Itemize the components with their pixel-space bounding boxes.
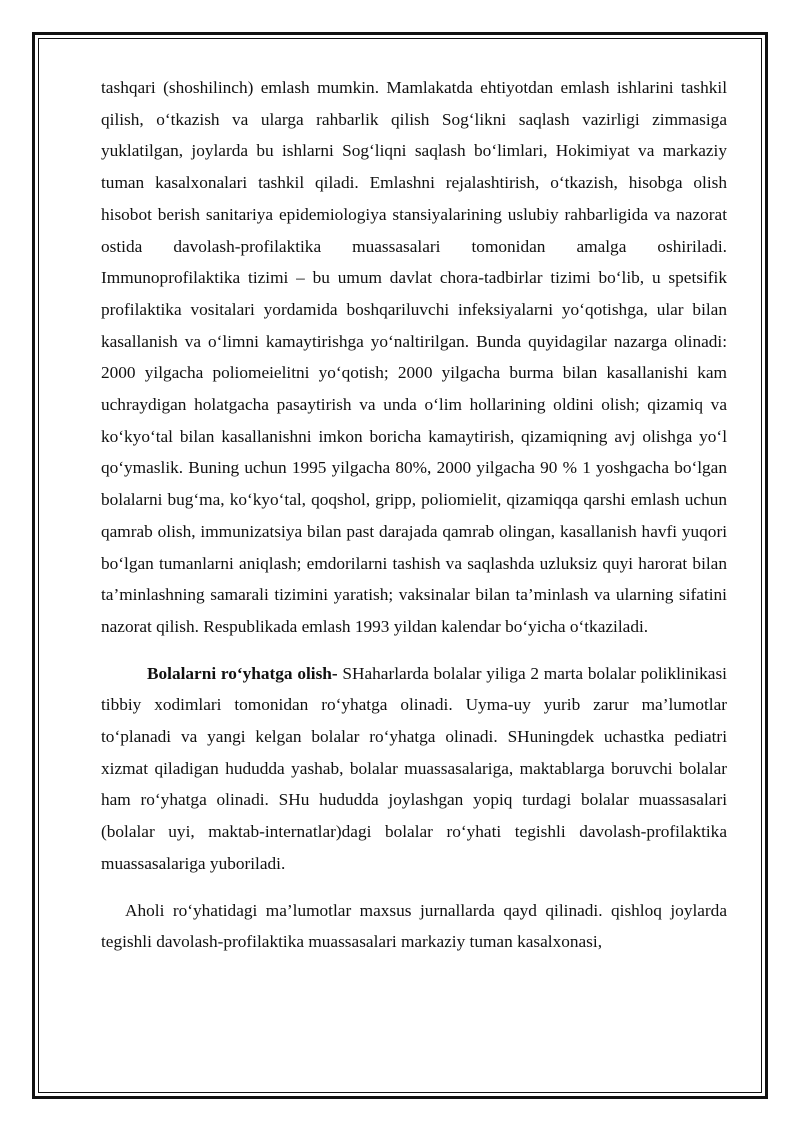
document-body: [101, 72, 727, 958]
paragraph-bolalarni-royhatga-olish: [101, 658, 727, 880]
section-heading: Bolalarni ro‘yhatga olish-: [147, 663, 338, 683]
paragraph-body: SHaharlarda bolalar yiliga 2 marta bolalar poliklinikasi tibbiy xodimlari tomonidan ro‘yhatga olinadi. Uyma-uy yurib zarur ma’lumotlar to‘planadi va yangi kelgan bolalar ro‘yhatga olinadi. SHuningdek uchastka pediatri xizmat qiladigan hududda yashab, bolalar muassasalariga, maktablarga boruvchi bolalar ham ro‘yhatga olinadi. SHu hududda joylashgan yopiq turdagi bolalar muassasalari (bolalar uyi, maktab-internatlar)dagi bolalar ro‘yhati tegishli davolash-profilaktika muassasalariga yuboriladi.: [101, 663, 727, 873]
paragraph-emlash: tashqari (shoshilinch) emlash mumkin. Mamlakatda ehtiyotdan emlash ishlarini tashkil qilish, o‘tkazish va ularga rahbarlik qilish Sog‘likni saqlash vazirligi zimmasiga yuklatilgan, joylarda bu ishlarni Sog‘liqni saqlash bo‘limlari, Hokimiyat va markaziy tuman kasalxonalari tashkil qiladi. Emlashni rejalashtirish, o‘tkazish, hisobga olish hisobot berish sanitariya epidemiologiya stansiyalarining uslubiy rahbarligida va nazorat ostida davolash-profilaktika muassasalari tomonidan amalga oshiriladi. Immunoprofilaktika tizimi – bu umum davlat chora-tadbirlar tizimi bo‘lib, u spetsifik profilaktika vositalari yordamida boshqariluvchi infeksiyalarni yo‘qotishga, ular bilan kasallanish va o‘limni kamaytirishga yo‘naltirilgan. Bunda quyidagilar nazarga olinadi: 2000 yilgacha poliomeielitni yo‘qotish; 2000 yilgacha burma bilan kasallanishi kam uchraydigan holatgacha pasaytirish va unda o‘lim hollarining oldini olish; qizamiq va ko‘kyo‘tal bilan kasallanishni imkon boricha kamaytirish, qizamiqning avj olishga yo‘l qo‘ymaslik. Buning uchun 1995 yilgacha 80%, 2000 yilgacha 90 % 1 yoshgacha bo‘lgan bolalarni bug‘ma, ko‘kyo‘tal, qoqshol, gripp, poliomielit, qizamiqqa qarshi emlash uchun qamrab olish, immunizatsiya bilan past darajada qamrab olingan, kasallanish havfi yuqori bo‘lgan tumanlarni aniqlash; emdorilarni tashish va saqlashda uzluksiz quyi harorat bilan ta’minlashning samarali tizimini yaratish; vaksinalar bilan ta’minlash va ularning sifatini nazorat qilish. Respublikada emlash 1993 yildan kalendar bo‘yicha o‘tkaziladi.: [101, 78, 727, 636]
paragraph-aholi-royhati: Aholi ro‘yhatidagi ma’lumotlar maxsus jurnallarda qayd qilinadi. qishloq joylarda tegishli davolash-profilaktika muassasalari markaziy tuman kasalxonasi,: [101, 900, 727, 952]
